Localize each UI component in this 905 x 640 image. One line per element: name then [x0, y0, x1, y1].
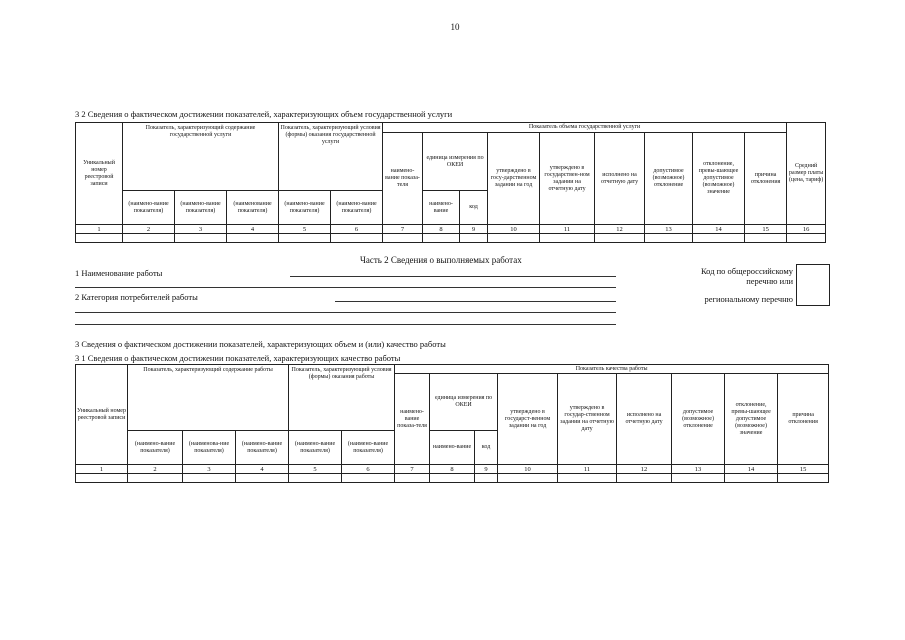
vol-col-approved-year: утверждено в госу-дарственном задании на год [488, 133, 540, 225]
vol-sub-cond-1: (наимено-вание показателя) [279, 191, 331, 225]
qual-col-conditions: Показатель, характеризующий условия (формы) оказания работы [289, 365, 395, 431]
qual-num-cell: 9 [475, 465, 498, 474]
vol-col-approved-date: утверждено в государствен-ном задании на отчетную дату [540, 133, 595, 225]
vol-num-cell: 5 [279, 225, 331, 234]
vol-col-allowed: допустимое (возможное) отклонение [645, 133, 693, 225]
qual-col-name: наимено-вание показа-теля [395, 374, 430, 465]
vol-sub-content-1: (наимено-вание показателя) [123, 191, 175, 225]
section-3-heading: 3 Сведения о фактическом достижении показателей, характеризующих объем и (или) качество работы [75, 339, 446, 349]
volume-table [75, 122, 826, 243]
qual-num-cell: 12 [617, 465, 672, 474]
vol-num-cell: 10 [488, 225, 540, 234]
vol-col-executed: исполнено на отчетную дату [595, 133, 645, 225]
qual-col-unit-code: код [475, 431, 498, 465]
vol-num-cell: 1 [76, 225, 123, 234]
vol-col-volume-group: Показатель объема государственной услуги [383, 123, 787, 133]
qual-sub-content-3: (наимено-вание показателя) [236, 431, 289, 465]
qual-num-cell: 14 [725, 465, 778, 474]
vol-num-cell: 3 [175, 225, 227, 234]
qual-empty-row [76, 474, 829, 483]
qual-sub-content-2: (наименова-ние показателя) [183, 431, 236, 465]
qual-col-reason: причина отклонения [778, 374, 829, 465]
qual-num-cell: 7 [395, 465, 430, 474]
qual-sub-cond-2: (наимено-вание показателя) [342, 431, 395, 465]
quality-table [75, 364, 829, 483]
vol-col-avg-price: Средний размер платы (цена, тариф) [787, 123, 826, 225]
qual-col-quality-group: Показатель качества работы [395, 365, 829, 374]
qual-col-approved-year: утверждено в государст-венном задании на год [498, 374, 558, 465]
qual-num-cell: 15 [778, 465, 829, 474]
section-3-2-heading: 3 2 Сведения о фактическом достижении показателей, характеризующих объем государственной услуги [75, 109, 453, 119]
qual-col-unit: единица измерения по ОКЕИ [430, 374, 498, 431]
work-name-line [290, 276, 616, 277]
qual-sub-content-1: (наимено-вание показателя) [128, 431, 183, 465]
vol-sub-cond-2: (наимено-вание показателя) [331, 191, 383, 225]
part-2-title: Часть 2 Сведения о выполняемых работах [360, 255, 522, 265]
page-number: 10 [450, 22, 460, 32]
vol-num-cell: 11 [540, 225, 595, 234]
vol-empty-row [76, 234, 826, 243]
vol-num-cell: 4 [227, 225, 279, 234]
vol-sub-content-2: (наимено-вание показателя) [175, 191, 227, 225]
work-consumers-label: 2 Категория потребителей работы [75, 292, 198, 302]
vol-col-reason: причина отклонения [745, 133, 787, 225]
code-box[interactable] [796, 264, 830, 306]
qual-num-cell: 4 [236, 465, 289, 474]
vol-col-conditions: Показатель, характеризующий условия (формы) оказания государственной услуги [279, 123, 383, 191]
qual-col-allowed: допустимое (возможное) отклонение [672, 374, 725, 465]
vol-num-cell: 7 [383, 225, 423, 234]
qual-num-cell: 5 [289, 465, 342, 474]
code-label [660, 266, 793, 286]
code-label-line-1: Код по общероссийскому [700, 266, 793, 276]
vol-num-cell: 9 [460, 225, 488, 234]
vol-num-cell: 6 [331, 225, 383, 234]
qual-col-approved-date: утверждено в государ-ственном задании на отчетную дату [558, 374, 617, 465]
section-3-1-heading: 3 1 Сведения о фактическом достижении показателей, характеризующих качество работы [75, 353, 401, 363]
vol-col-unit-code: код [460, 191, 488, 225]
qual-col-unit-name: наимено-вание [430, 431, 475, 465]
qual-num-cell: 8 [430, 465, 475, 474]
qual-num-cell: 6 [342, 465, 395, 474]
work-consumers-line-2 [75, 312, 616, 313]
work-consumers-line [335, 301, 616, 302]
vol-num-cell: 15 [745, 225, 787, 234]
qual-num-cell: 13 [672, 465, 725, 474]
code-label-line-3: региональному перечню [704, 294, 793, 304]
work-name-line-2 [75, 287, 616, 288]
vol-col-unit-name: наимено-вание [423, 191, 460, 225]
vol-col-content: Показатель, характеризующий содержание государственной услуги [123, 123, 279, 191]
vol-sub-content-3: (наименование показателя) [227, 191, 279, 225]
vol-num-cell: 2 [123, 225, 175, 234]
qual-num-cell: 11 [558, 465, 617, 474]
vol-col-exceed: отклонение, превы-шающее допустимое (возможное) значение [693, 133, 745, 225]
qual-num-cell: 3 [183, 465, 236, 474]
vol-num-cell: 16 [787, 225, 826, 234]
work-name-label: 1 Наименование работы [75, 268, 163, 278]
work-consumers-line-3 [75, 324, 616, 325]
qual-col-registry: Уникальный номер реестровой записи [76, 365, 128, 465]
qual-col-exceed: отклонение, превы-шающее допустимое (возможное) значение [725, 374, 778, 465]
qual-num-cell: 2 [128, 465, 183, 474]
vol-num-cell: 8 [423, 225, 460, 234]
qual-col-executed: исполнено на отчетную дату [617, 374, 672, 465]
vol-col-registry: Уникальный номер реестровой записи [76, 123, 123, 225]
vol-num-cell: 12 [595, 225, 645, 234]
qual-col-content: Показатель, характеризующий содержание работы [128, 365, 289, 431]
qual-sub-cond-1: (наимено-вание показателя) [289, 431, 342, 465]
code-label-line-2: перечню или [746, 276, 793, 286]
vol-num-cell: 14 [693, 225, 745, 234]
vol-col-name: наимено-вание показа-теля [383, 133, 423, 225]
qual-num-cell: 10 [498, 465, 558, 474]
vol-col-unit: единица измерения по ОКЕИ [423, 133, 488, 191]
qual-num-cell: 1 [76, 465, 128, 474]
vol-num-cell: 13 [645, 225, 693, 234]
